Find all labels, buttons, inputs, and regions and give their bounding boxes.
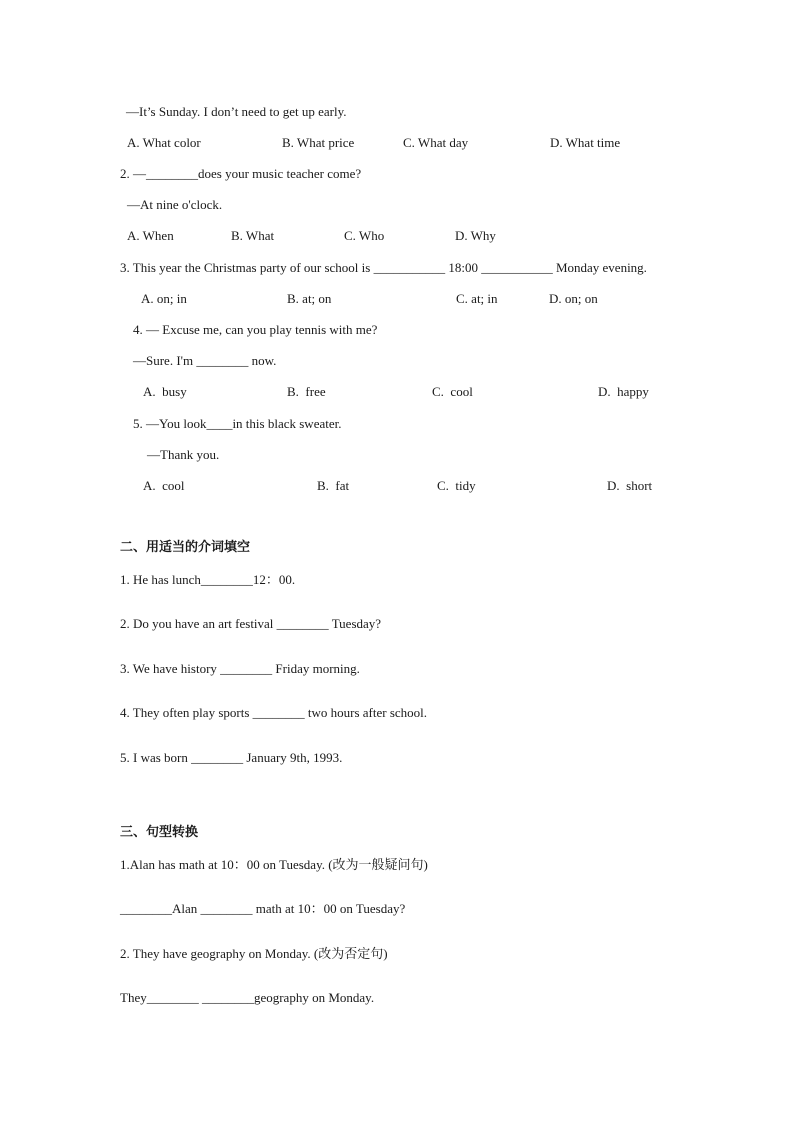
q3-question: 3. This year the Christmas party of our school is ___________ 18:00 ___________ Monday evening. [120, 260, 647, 275]
q1-option-a: A. What color [127, 135, 201, 150]
q5-option-d: D. short [607, 478, 653, 493]
q5-answer: —Thank you. [147, 447, 220, 462]
section-3-heading: 三、句型转换 [120, 825, 199, 840]
part2-item-1: 1. He has lunch________12：00. [120, 572, 296, 587]
q5-option-c: C. tidy [437, 478, 476, 493]
q2-option-b: B. What [231, 228, 275, 243]
part2-item-3: 3. We have history ________ Friday morning. [120, 661, 360, 676]
q5-question: 5. —You look____in this black sweater. [133, 416, 342, 431]
q3-option-d: D. on; on [549, 291, 598, 306]
part2-item-4: 4. They often play sports ________ two hours after school. [120, 705, 428, 720]
q4-answer: —Sure. I'm ________ now. [133, 353, 277, 368]
part3-answer-1: ________Alan ________ math at 10：00 on Tuesday? [120, 901, 406, 916]
part3-item-2: 2. They have geography on Monday. (改为否定句) [120, 946, 388, 961]
q4-option-a: A. busy [143, 384, 187, 399]
q2-option-c: C. Who [344, 228, 385, 243]
q4-option-c: C. cool [432, 384, 473, 399]
q2-option-d: D. Why [455, 228, 496, 243]
q5-option-a: A. cool [143, 478, 185, 493]
q4-option-b: B. free [287, 384, 326, 399]
q1-answer: —It’s Sunday. I don’t need to get up early. [126, 104, 347, 119]
q2-answer: —At nine o'clock. [127, 197, 223, 212]
q1-option-d: D. What time [550, 135, 621, 150]
q3-option-b: B. at; on [287, 291, 332, 306]
q4-question: 4. — Excuse me, can you play tennis with me? [133, 322, 378, 337]
q4-option-d: D. happy [598, 384, 649, 399]
section-2-heading: 二、用适当的介词填空 [120, 540, 251, 555]
q1-option-b: B. What price [282, 135, 355, 150]
part2-item-5: 5. I was born ________ January 9th, 1993. [120, 750, 343, 765]
q5-option-b: B. fat [317, 478, 350, 493]
q2-question: 2. —________does your music teacher come? [120, 166, 362, 181]
q3-option-c: C. at; in [456, 291, 498, 306]
part2-item-2: 2. Do you have an art festival ________ Tuesday? [120, 616, 382, 631]
q1-option-c: C. What day [403, 135, 469, 150]
part3-answer-2: They________ ________geography on Monday. [120, 990, 375, 1005]
q2-option-a: A. When [127, 228, 174, 243]
part3-item-1: 1.Alan has math at 10：00 on Tuesday. (改为一般疑问句) [120, 857, 428, 872]
q3-option-a: A. on; in [141, 291, 187, 306]
